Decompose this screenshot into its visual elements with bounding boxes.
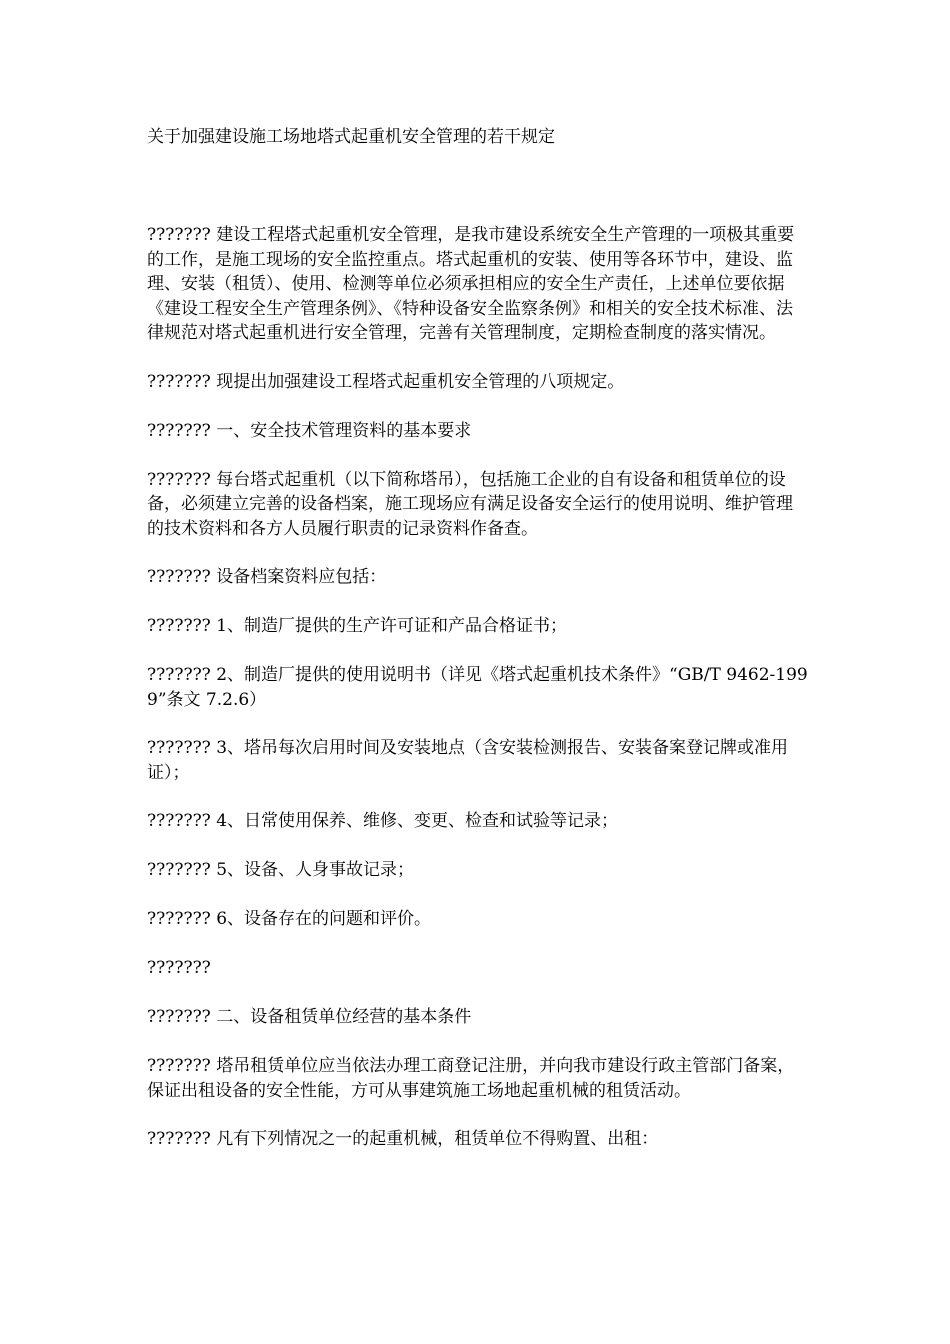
paragraph-leasing-prohibitions: ??????? 凡有下列情况之一的起重机械，租赁单位不得购置、出租：	[147, 1129, 659, 1149]
section-heading-1: ??????? 一、安全技术管理资料的基本要求	[147, 420, 472, 441]
paragraph-eight-rules: ??????? 现提出加强建设工程塔式起重机安全管理的八项规定。	[147, 371, 625, 392]
document-title: 关于加强建设施工场地塔式起重机安全管理的若干规定	[147, 127, 555, 147]
list-item-1: ??????? 1、制造厂提供的生产许可证和产品合格证书；	[147, 616, 568, 636]
list-item-4: ??????? 4、日常使用保养、维修、变更、检查和试验等记录；	[147, 811, 619, 831]
section-heading-2: ??????? 二、设备租赁单位经营的基本条件	[147, 1007, 472, 1027]
document-body	[147, 223, 809, 1176]
paragraph-leasing-registration: ??????? 塔吊租赁单位应当依法办理工商登记注册，并向我市建设行政主管部门备案，保证出租设备的安全性能，方可从事建筑施工场地起重机械的租赁活动。	[147, 1056, 795, 1101]
list-item-3: ??????? 3、塔吊每次启用时间及安装地点（含安装检测报告、安装备案登记牌或准用证）；	[147, 738, 789, 783]
list-item-6: ??????? 6、设备存在的问题和评价。	[147, 909, 432, 929]
list-item-2: ??????? 2、制造厂提供的使用说明书（详见《塔式起重机技术条件》“GB/T 9462-1999”条文 7.2.6）	[147, 665, 808, 710]
paragraph-archive-contents: ??????? 设备档案资料应包括：	[147, 567, 387, 587]
list-item-5: ??????? 5、设备、人身事故记录；	[147, 860, 415, 880]
paragraph-archive-requirement: ??????? 每台塔式起重机（以下简称塔吊），包括施工企业的自有设备和租赁单位的设备，必须建立完善的设备档案，施工现场应有满足设备安全运行的使用说明、维护管理的技术资料和各方人员履行职责的记录资料作备查。	[147, 469, 793, 539]
paragraph-intro: ??????? 建设工程塔式起重机安全管理，是我市建设系统安全生产管理的一项极其重要的工作，是施工现场的安全监控重点。塔式起重机的安装、使用等各环节中，建设、监理、安装（租赁）、使用、检测等单位必须承担相应的安全生产责任，上述单位要依据《建设工程安全生产管理条例》、《特种设备安全监察条例》和相关的安全技术标准、法律规范对塔式起重机进行安全管理，完善有关管理制度，定期检查制度的落实情况。	[147, 225, 795, 343]
paragraph-blank: ???????	[147, 958, 211, 978]
